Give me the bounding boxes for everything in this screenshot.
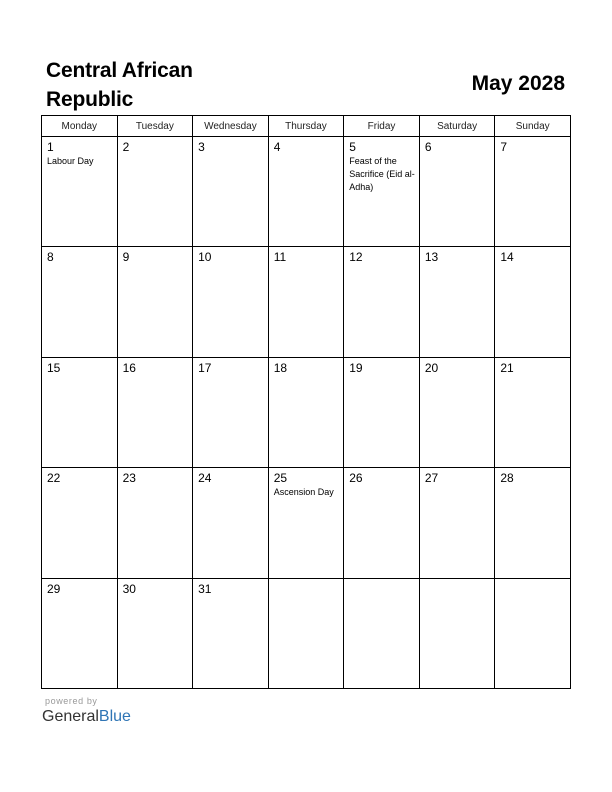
weekday-header: Tuesday [117, 116, 193, 137]
day-number: 26 [349, 471, 363, 486]
day-number: 24 [198, 471, 212, 486]
day-cell [117, 578, 193, 688]
day-number: 12 [349, 250, 363, 265]
weekday-header: Thursday [268, 116, 344, 137]
weekday-header: Monday [42, 116, 118, 137]
day-number: 23 [122, 471, 136, 486]
day-cell [193, 468, 269, 578]
day-number: 11 [273, 250, 287, 265]
day-number: 2 [122, 140, 130, 154]
day-cell [495, 357, 571, 467]
day-cell [419, 137, 495, 247]
day-number: 15 [47, 360, 61, 375]
day-number: 5 [349, 140, 356, 154]
week-row [42, 468, 571, 578]
generalblue-logo [42, 696, 131, 727]
weekday-header: Friday [344, 116, 420, 137]
day-cell [193, 137, 269, 247]
day-cell [42, 468, 118, 578]
day-cell [344, 578, 420, 688]
day-number [344, 579, 419, 582]
day-number: 20 [424, 360, 439, 375]
day-cell [495, 578, 571, 688]
day-number: 27 [424, 471, 439, 486]
powered-by-label: powered by [45, 696, 98, 706]
day-number: 3 [198, 140, 205, 154]
day-cell [268, 357, 344, 467]
day-number: 18 [273, 360, 288, 375]
day-number: 22 [47, 471, 61, 486]
calendar-country-title [46, 56, 276, 114]
brand-name-general: General [42, 708, 99, 725]
day-number: 14 [500, 250, 514, 265]
day-cell [42, 357, 118, 467]
holiday-label: Feast of the Sacrifice (Eid al-Adha) [349, 156, 415, 192]
week-row [42, 247, 571, 357]
day-number: 31 [198, 581, 212, 596]
day-number: 10 [198, 250, 212, 265]
day-cell [268, 137, 344, 247]
day-cell [495, 468, 571, 578]
day-number: 1 [47, 140, 54, 154]
day-cell [117, 137, 193, 247]
day-cell [42, 137, 118, 247]
day-number [420, 579, 495, 582]
day-cell [268, 578, 344, 688]
day-cell [268, 247, 344, 357]
day-cell [117, 247, 193, 357]
day-cell [117, 468, 193, 578]
day-cell [344, 247, 420, 357]
day-number: 25 [273, 471, 288, 486]
day-number: 29 [47, 581, 61, 596]
day-cell [193, 247, 269, 357]
holiday-label: Ascension Day [273, 487, 334, 498]
day-cell [42, 578, 118, 688]
brand-name-blue: Blue [98, 708, 131, 725]
day-number: 17 [198, 360, 212, 375]
day-cell [268, 468, 344, 578]
day-number: 4 [273, 140, 281, 154]
weekday-header: Saturday [419, 116, 495, 137]
calendar-month-title: May 2028 [471, 72, 565, 95]
week-row [42, 137, 571, 247]
weekday-header: Sunday [495, 116, 571, 137]
day-cell [495, 247, 571, 357]
day-cell [419, 357, 495, 467]
day-number: 28 [500, 471, 514, 486]
week-row [42, 357, 571, 467]
brand-name [42, 707, 131, 727]
day-number: 8 [47, 250, 54, 265]
day-cell [193, 357, 269, 467]
day-number [495, 579, 570, 582]
day-number [269, 579, 344, 582]
day-number: 16 [122, 360, 136, 375]
day-number: 13 [424, 250, 439, 265]
country-line-2: Republic [46, 88, 134, 111]
day-cell [419, 578, 495, 688]
day-cell [193, 578, 269, 688]
holiday-label: Labour Day [47, 156, 94, 166]
day-cell [42, 247, 118, 357]
day-number: 30 [122, 581, 136, 596]
day-number: 6 [424, 140, 432, 154]
day-cell [419, 247, 495, 357]
day-number: 21 [500, 360, 514, 375]
country-line-1: Central African [46, 59, 193, 82]
day-cell [117, 357, 193, 467]
day-cell [419, 468, 495, 578]
day-cell [344, 137, 420, 247]
day-cell [344, 357, 420, 467]
day-number: 9 [122, 250, 130, 265]
weekday-header: Wednesday [193, 116, 269, 137]
week-row [42, 578, 571, 688]
day-cell [495, 137, 571, 247]
day-cell [344, 468, 420, 578]
weekday-header-row [42, 116, 571, 137]
calendar-grid [41, 115, 571, 689]
day-number: 19 [349, 360, 363, 375]
day-number: 7 [500, 140, 508, 154]
